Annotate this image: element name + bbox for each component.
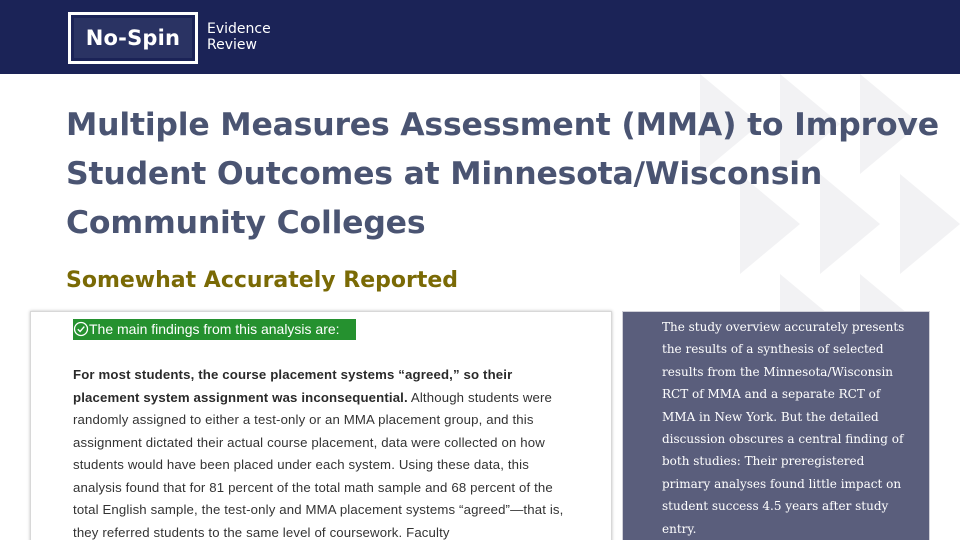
logo-subtitle-line1: Evidence <box>207 21 271 37</box>
page-title: Multiple Measures Assessment (MMA) to Improve Student Outcomes at Minnesota/Wisconsin Community Colleges <box>66 107 939 241</box>
header-bar <box>0 0 960 74</box>
review-comment-card <box>622 311 930 540</box>
excerpt-paragraph <box>73 364 578 540</box>
rating-label: Somewhat Accurately Reported <box>66 268 459 293</box>
logo-subtitle <box>207 21 317 53</box>
findings-highlight-label: The main findings from this analysis are: <box>89 321 340 337</box>
study-excerpt-card <box>30 311 612 540</box>
check-circle-icon <box>73 321 89 337</box>
findings-highlight <box>73 319 356 340</box>
excerpt-bold-lead: For most students, the course placement systems “agreed,” so their placement system assignment was inconsequential. <box>73 367 513 405</box>
logo-text: No-Spin <box>85 26 181 50</box>
logo-subtitle-line2: Review <box>207 37 257 53</box>
review-comment-text: The study overview accurately presents the results of a synthesis of selected results from the Minnesota/Wisconsin RCT of MMA and a separate RCT of MMA in New York. But the detailed discussion obscures a central finding of both studies: Their preregistered primary analyses found little impact on student success 4.5 years after study entry. <box>662 320 905 536</box>
excerpt-body: Although students were randomly assigned to either a test-only or an MMA placement group, and this assignment dictated their actual course placement, data were collected on how students would have been placed under each system. Using these data, this analysis found that for 81 percent of the total math sample and 68 percent of the total English sample, the test-only and MMA placement systems “agreed”—that is, they referred students to the same level of coursework. Faculty <box>73 389 564 540</box>
logo[interactable] <box>68 12 198 64</box>
